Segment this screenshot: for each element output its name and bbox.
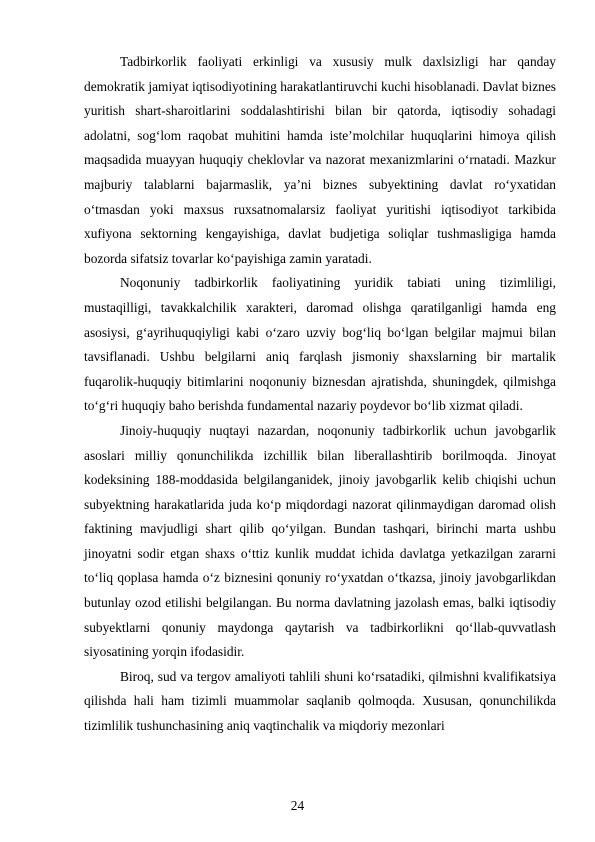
page-number: 24 <box>290 798 305 813</box>
paragraph-4: Biroq, sud va tergov amaliyoti tahlili shuni ko‘rsatadiki, qilmishni kvalifikatsiya qilishda hali ham tizimli muammolar saqlanib qolmoqda. Xususan, qonunchilikda tizimlilik tushunchasining aniq vaqtinchalik va miqdoriy mezonlari <box>84 668 556 734</box>
paragraph-1: Tadbirkorlik faoliyati erkinligi va xususiy mulk daxlsizligi har qanday demokratik jamiyat iqtisodiyotining harakatlantiruvchi kuchi hisoblanadi. Davlat biznes yuritish shart-sharoitlarini soddalashtirishi bilan bir qatorda, iqtisodiy sohadagi adolatni, sog‘lom raqobat muhitini hamda iste’molchilar huquqlarini himoya qilish maqsadida muayyan huquqiy cheklovlar va nazorat mexanizmlarini o‘rnatadi. Mazkur majburiy talablarni bajarmaslik, ya’ni biznes subyektining davlat ro‘yxatidan o‘tmasdan yoki maxsus ruxsatnomalarsiz faoliyat yuritishi iqtisodiyot tarkibida xufiyona sektorning kengayishiga, davlat budjetiga soliqlar tushmasligiga hamda bozorda sifatsiz tovarlar ko‘payishiga zamin yaratadi. <box>84 54 556 266</box>
paragraph-3: Jinoiy-huquqiy nuqtayi nazardan, noqonuniy tadbirkorlik uchun javobgarlik asoslari milliy qonunchilikda izchillik bilan liberallashtirib borilmoqda. Jinoyat kodeksining 188-moddasida belgilanganidek, jinoiy javobgarlik kelib chiqishi uchun subyektning harakatlarida juda ko‘p miqdordagi nazorat qilinmaydigan daromad olish faktining mavjudligi shart qilib qo‘yilgan. Bundan tashqari, birinchi marta ushbu jinoyatni sodir etgan shaxs o‘ttiz kunlik muddat ichida davlatga yetkazilgan zararni to‘liq qoplasa hamda o‘z biznesini qonuniy ro‘yxatdan o‘tkazsa, jinoiy javobgarlikdan butunlay ozod etilishi belgilangan. Bu norma davlatning jazolash emas, balki iqtisodiy subyektlarni qonuniy maydonga qaytarish va tadbirkorlikni qo‘llab-quvvatlash siyosatining yorqin ifodasidir. <box>84 422 556 660</box>
paragraph-2: Noqonuniy tadbirkorlik faoliyatining yuridik tabiati uning tizimliligi, mustaqilligi, tavakkalchilik xarakteri, daromad olishga qaratilganligi hamda eng asosiysi, g‘ayrihuquqiyligi kabi o‘zaro uzviy bog‘liq bo‘lgan belgilar majmui bilan tavsiflanadi. Ushbu belgilarni aniq farqlash jismoniy shaxslarning bir martalik fuqarolik-huquqiy bitimlarini noqonuniy biznesdan ajratishda, shuningdek, qilmishga to‘g‘ri huquqiy baho berishda fundamental nazariy poydevor bo‘lib xizmat qiladi. <box>84 275 556 414</box>
document-body <box>84 50 556 739</box>
